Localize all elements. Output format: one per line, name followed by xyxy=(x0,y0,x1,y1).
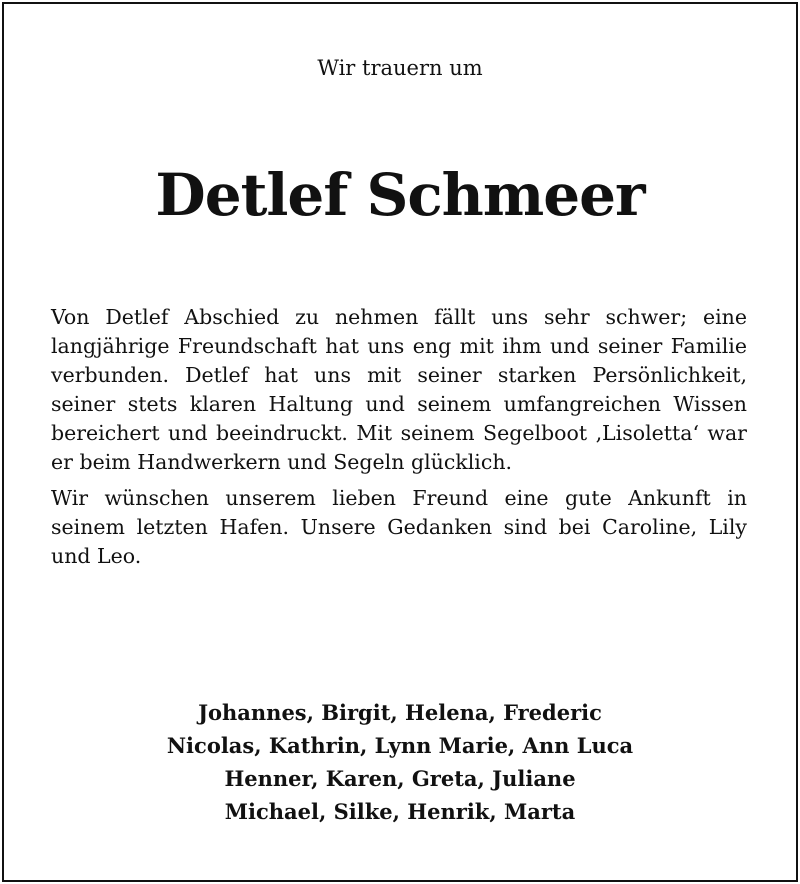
notice-paragraph-1: Von Detlef Abschied zu nehmen fällt uns sehr schwer; eine langjährige Freundschaft hat uns eng mit ihm und seiner Familie verbunden. Detlef hat uns mit seiner starken Persönlichkeit, seiner stets klaren Haltung und seinem umfangreichen Wissen bereichert und beeindruckt. Mit seinem Segelboot ‚Lisoletta‘ war er beim Handwerkern und Segeln glücklich. xyxy=(51,305,747,474)
deceased-name: Detlef Schmeer xyxy=(155,161,645,229)
signer-line-4: Michael, Silke, Henrik, Marta xyxy=(224,799,576,824)
signer-line-1: Johannes, Birgit, Helena, Frederic xyxy=(198,700,602,725)
signer-line-3: Henner, Karen, Greta, Juliane xyxy=(224,766,576,791)
intro-text: Wir trauern um xyxy=(317,56,483,80)
signers-block xyxy=(0,696,800,828)
notice-paragraph-2: Wir wünschen unserem lieben Freund eine gute Ankunft in seinem letzten Hafen. Unsere Gedanken sind bei Caroline, Lily und Leo. xyxy=(51,486,747,568)
notice-body xyxy=(51,303,747,578)
signer-line-2: Nicolas, Kathrin, Lynn Marie, Ann Luca xyxy=(166,733,634,758)
